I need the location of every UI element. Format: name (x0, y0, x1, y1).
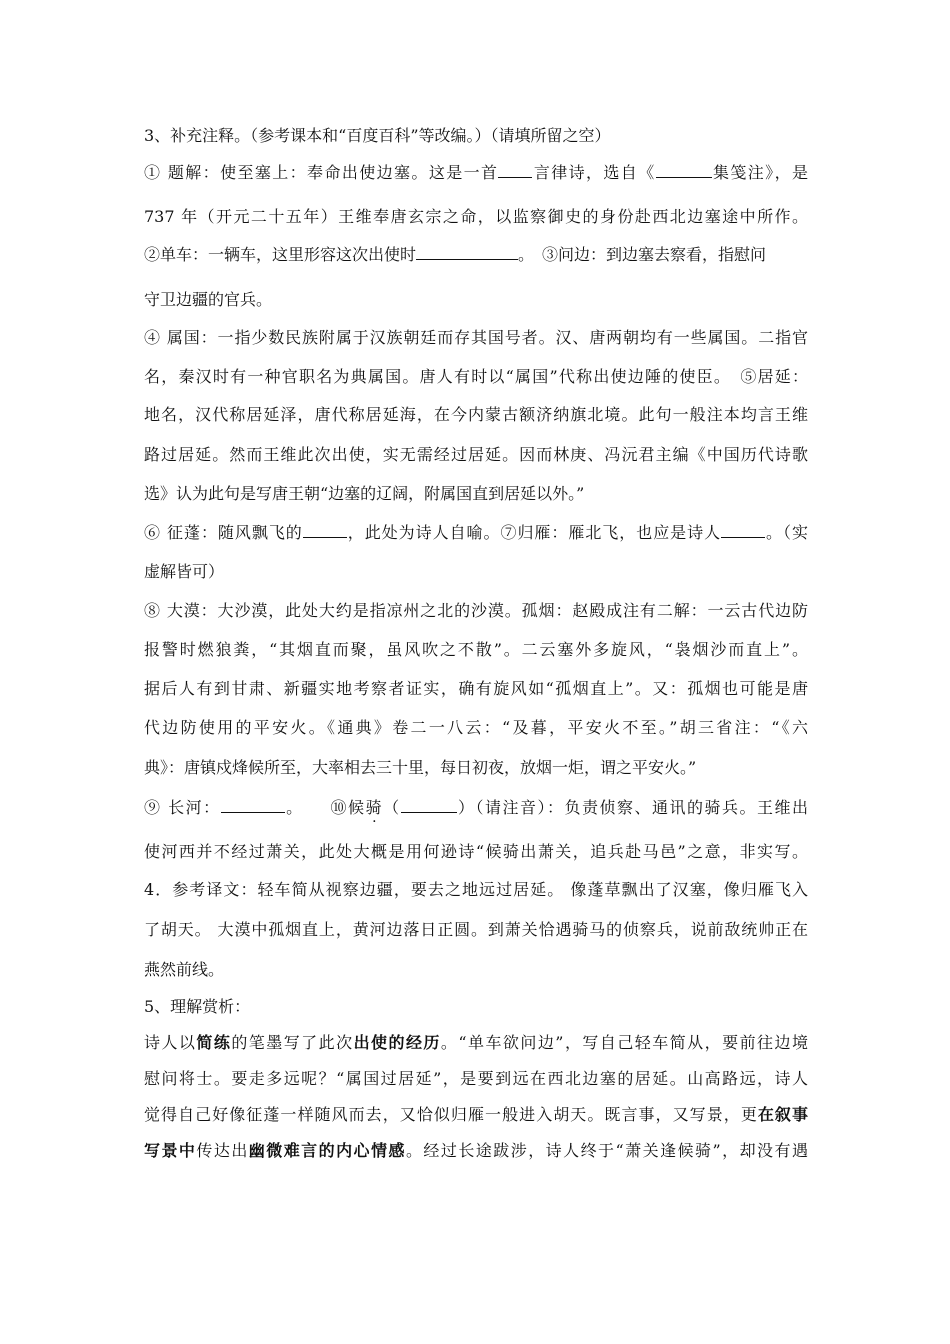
note-2-line-2: 守卫边疆的官兵。 (144, 290, 273, 309)
note-4-line-2: 名，秦汉时有一种官职名为典属国。唐人有时以“属国”代称出使边陲的使臣。 ⑤居延： (144, 367, 808, 386)
bold-inner-feelings: 幽微难言的内心情感 (248, 1141, 406, 1160)
note-6-line-2: 虚解皆可） (144, 562, 225, 581)
translation-line-3: 燕然前线。 (144, 960, 225, 979)
note-8-line-5: 典》：唐镇戍烽候所至，大率相去三十里，每日初夜，放烟一炬，谓之平安火。” (144, 758, 697, 777)
blank-pronunciation[interactable] (401, 798, 457, 813)
note-8-line-3: 据后人有到甘肃、新疆实地考察者证实，确有旋风如“孤烟直上”。又：孤烟也可能是唐 (144, 679, 808, 698)
note-9-line-1: ⑨ 长河： 。 ⑩候骑（ ）（请注音）：负责侦察、通讯的骑兵。王维出 (144, 798, 808, 817)
note-4-line-4: 路过居延。然而王维此次出使，实无需经过居延。因而林庚、冯沅君主编《中国历代诗歌 (144, 445, 808, 464)
note-9-line-2: 使河西并不经过萧关，此处大概是用何逊诗“候骑出萧关，追兵赴马邑”之意，非实写。 (144, 842, 808, 861)
note-8-line-1: ⑧ 大漠：大沙漠，此处大约是指凉州之北的沙漠。孤烟：赵殿成注有二解：一云古代边防 (144, 601, 808, 620)
translation-line-1: 4．参考译文：轻车简从视察边疆，要去之地远过居延。 像蓬草飘出了汉塞，像归雁飞入 (144, 880, 808, 899)
note-1-line-1: ① 题解：使至塞上：奉命出使边塞。这是一首 言律诗，选自《 集笺注》，是 (144, 163, 808, 182)
bold-concise: 简练 (196, 1033, 232, 1052)
translation-line-2: 了胡天。 大漠中孤烟直上，黄河边落日正圆。到萧关恰遇骑马的侦察兵，说前敌统帅正在 (144, 920, 808, 939)
analysis-line-2: 慰问将士。要走多远呢？“属国过居延”，是要到远在西北边塞的居延。山高路远，诗人 (144, 1069, 808, 1088)
note-2-line-1: ②单车：一辆车，这里形容这次出使时 。 ③问边：到边塞去察看，指慰问 (144, 245, 767, 264)
emphasis-dot-char: 骑 (365, 798, 384, 817)
blank-long-river[interactable] (221, 798, 285, 813)
bold-mission-experience: 出使的经历 (353, 1033, 441, 1052)
analysis-line-1: 诗人以简练的笔墨写了此次出使的经历。“单车欲问边”，写自己轻车简从，要前往边境 (144, 1033, 808, 1052)
analysis-line-4: 写景中传达出幽微难言的内心情感。经过长途跋涉，诗人终于“萧关逢候骑”，却没有遇 (144, 1141, 808, 1160)
blank-single-cart[interactable] (416, 245, 518, 260)
note-4-line-1: ④ 属国：一指少数民族附属于汉族朝廷而存其国号者。汉、唐两朝均有一些属国。二指官 (144, 328, 808, 347)
blank-poet-collection[interactable] (656, 163, 712, 178)
note-1-line-2: 737 年（开元二十五年）王维奉唐玄宗之命，以监察御史的身份赴西北边塞途中所作。 (144, 207, 808, 226)
bold-scenery: 写景中 (144, 1141, 197, 1160)
note-4-line-3: 地名，汉代称居延泽，唐代称居延海，在今内蒙古额济纳旗北境。此句一般注本均言王维 (144, 405, 808, 424)
blank-wild-goose[interactable] (721, 523, 765, 538)
note-8-line-2: 报警时燃狼粪，“其烟直而聚，虽风吹之不散”。二云塞外多旋风，“袅烟沙而直上”。 (144, 640, 808, 659)
note-6-line-1: ⑥ 征蓬：随风飘飞的 ，此处为诗人自喻。⑦归雁：雁北飞，也应是诗人 。（实 (144, 523, 808, 542)
blank-tumbleweed[interactable] (303, 523, 347, 538)
section-5-heading: 5、理解赏析： (144, 997, 251, 1016)
section-3-heading: 3、补充注释。（参考课本和“百度百科”等改编。）（请填所留之空） (144, 126, 611, 145)
note-4-line-5: 选》认为此句是写唐王朝“边塞的辽阔，附属国直到居延以外。” (144, 484, 585, 503)
bold-narrative: 在叙事 (757, 1105, 808, 1124)
blank-poem-form[interactable] (498, 163, 532, 178)
note-8-line-4: 代边防使用的平安火。《通典》卷二一八云：“及暮，平安火不至。”胡三省注：“《六 (144, 718, 808, 737)
analysis-line-3: 觉得自己好像征蓬一样随风而去，又恰似归雁一般进入胡天。既言事，又写景，更在叙事 (144, 1105, 808, 1124)
